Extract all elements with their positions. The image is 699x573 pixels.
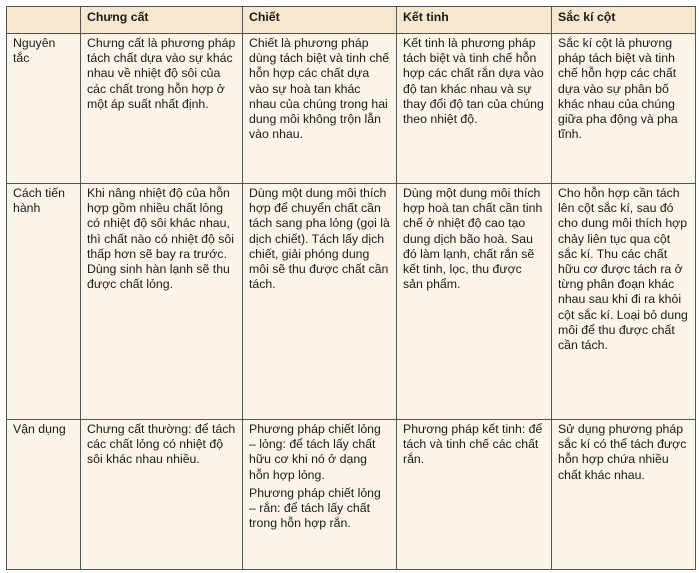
table-cell — [397, 34, 552, 184]
table-cell — [81, 34, 243, 184]
cell-text: Khi nâng nhiệt độ của hỗn hợp gồm nhiều chất lỏng có nhiệt độ sôi khác nhau, thì chất nào có nhiệt độ sôi thấp hơn sẽ bay ra trước. Dùng sinh hàn lạnh sẽ thu được chất lỏng. — [87, 186, 234, 292]
table-row — [7, 420, 696, 570]
cell-text: Phương pháp chiết lỏng – rắn: để tách lấy chất trong hỗn hợp rắn. — [249, 485, 381, 531]
header-sac-ki-cot: Sắc kí cột — [552, 7, 696, 34]
cell-text: Kết tinh là phương pháp tách biệt và tinh chế hỗn hợp các chất rắn dựa vào độ tan khác nhau và sự thay đổi độ tan của chúng theo nhiệt độ. — [403, 36, 544, 127]
table-cell — [243, 34, 397, 184]
table-cell — [552, 184, 696, 420]
header-chung-cat: Chưng cất — [81, 7, 243, 34]
header-ket-tinh: Kết tinh — [397, 7, 552, 34]
table-cell — [243, 420, 397, 570]
cell-text: Chưng cất là phương pháp tách chất dựa vào sự khác nhau về nhiệt độ sôi của các chất trong hỗn hợp ở một áp suất nhất định. — [87, 36, 236, 111]
table-cell — [552, 34, 696, 184]
row-label-nguyen-tac: Nguyên tắc — [7, 34, 81, 184]
row-label-cach-tien-hanh: Cách tiến hành — [7, 184, 81, 420]
table-row — [7, 34, 696, 184]
cell-text: Chưng cất thường: để tách các chất lỏng có nhiệt độ sôi khác nhau nhiều. — [87, 422, 236, 467]
cell-text: Dùng một dung môi thích hợp hoà tan chất cần tinh chế ở nhiệt độ cao tạo dung dịch bão hoà. Sau đó làm lạnh, chất rắn sẽ kết tinh, lọc, thu được sản phẩm. — [403, 186, 543, 292]
cell-text: Phương pháp chiết lỏng – lỏng: để tách lấy chất hữu cơ khi nó ở dạng hỗn hợp lỏng. — [249, 422, 381, 482]
cell-text: Phương pháp kết tinh: để tách và tinh chế các chất rắn. — [403, 422, 543, 467]
table-cell — [397, 420, 552, 570]
header-row — [7, 7, 696, 34]
cell-text: Sắc kí cột là phương pháp tách biệt và tinh chế hỗn hợp các chất dựa vào sự phân bố khác nhau của chúng giữa pha động và pha tĩnh. — [558, 36, 678, 142]
table-cell — [81, 420, 243, 570]
table-cell — [552, 420, 696, 570]
header-corner — [7, 7, 81, 34]
table-cell — [397, 184, 552, 420]
table-cell — [243, 184, 397, 420]
header-chiet: Chiết — [243, 7, 397, 34]
table-cell — [81, 184, 243, 420]
cell-text: Sử dụng phương pháp sắc kí có thể tách được hỗn hợp chứa nhiều chất khác nhau. — [558, 422, 687, 482]
row-label-van-dung: Vận dụng — [7, 420, 81, 570]
table-row — [7, 184, 696, 420]
separation-methods-table — [6, 6, 696, 570]
cell-text: Dùng một dung môi thích hợp để chuyển chất cần tách sang pha lỏng (gọi là dịch chiết). Tách lấy dịch chiết, giải phóng dung môi sẽ thu được chất cần tách. — [249, 186, 390, 292]
cell-text: Cho hỗn hợp cần tách lên cột sắc kí, sau đó cho dung môi thích hợp chảy liên tục qua cột sắc kí. Thu các chất hữu cơ được tách ra ở từng phân đoạn khác nhau sau khi đi ra khỏi cột sắc kí. Loại bỏ dung môi để thu được chất cần tách. — [558, 186, 688, 353]
cell-text: Chiết là phương pháp dùng tách biệt và tinh chế hỗn hợp các chất dựa vào sự hoà tan khác nhau của chúng trong hai dung môi không trộn lẫn vào nhau. — [249, 36, 390, 142]
